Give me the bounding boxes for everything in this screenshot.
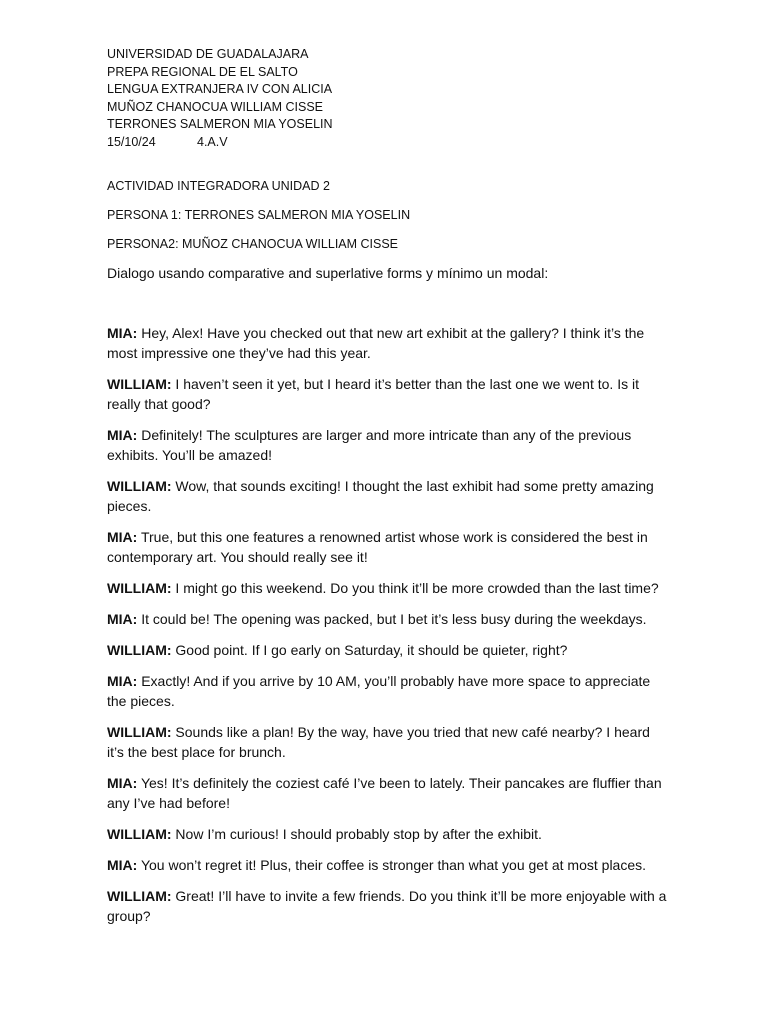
speaker: MIA:: [107, 673, 138, 689]
line-text: Yes! It’s definitely the coziest café I’ve been to lately. Their pancakes are fluffier than any I’ve had before!: [107, 775, 662, 811]
line-text: Wow, that sounds exciting! I thought the last exhibit had some pretty amazing pieces.: [107, 478, 654, 514]
dialogue-line: [107, 773, 667, 813]
line-text: I might go this weekend. Do you think it’ll be more crowded than the last time?: [171, 580, 659, 596]
speaker: WILLIAM:: [107, 826, 172, 842]
speaker: MIA:: [107, 857, 138, 873]
activity-title: ACTIVIDAD INTEGRADORA UNIDAD 2: [107, 179, 330, 193]
line-text: Great! I’ll have to invite a few friends. Do you think it’ll be more enjoyable with a group?: [107, 888, 667, 924]
line-text: Definitely! The sculptures are larger and more intricate than any of the previous exhibits. You’ll be amazed!: [107, 427, 632, 463]
speaker: WILLIAM:: [107, 580, 172, 596]
dialogue-line: [107, 824, 667, 844]
speaker: MIA:: [107, 775, 138, 791]
line-text: Sounds like a plan! By the way, have you tried that new café nearby? I heard it’s the best place for brunch.: [107, 724, 650, 760]
group: 4.A.V: [197, 134, 228, 149]
dialogue-line: [107, 671, 667, 711]
header-block: [107, 46, 667, 151]
line-text: It could be! The opening was packed, but I bet it’s less busy during the weekdays.: [137, 611, 647, 627]
line-text: True, but this one features a renowned artist whose work is considered the best in contemporary art. You should really see it!: [107, 529, 648, 565]
speaker: WILLIAM:: [107, 724, 172, 740]
speaker: MIA:: [107, 611, 138, 627]
speaker: MIA:: [107, 427, 138, 443]
speaker: WILLIAM:: [107, 376, 172, 392]
speaker: WILLIAM:: [107, 642, 172, 658]
dialogue: [107, 323, 667, 926]
line-text: Good point. If I go early on Saturday, it should be quieter, right?: [171, 642, 568, 658]
university-name: UNIVERSIDAD DE GUADALAJARA: [107, 47, 309, 61]
document-page: [107, 46, 667, 937]
line-text: Now I’m curious! I should probably stop by after the exhibit.: [171, 826, 542, 842]
speaker: WILLIAM:: [107, 478, 172, 494]
school-name: PREPA REGIONAL DE EL SALTO: [107, 64, 298, 79]
dialogue-line: [107, 476, 667, 516]
dialogue-line: [107, 886, 667, 926]
student-name-2: TERRONES SALMERON MIA YOSELIN: [107, 117, 333, 131]
dialogue-line: [107, 527, 667, 567]
line-text: Exactly! And if you arrive by 10 AM, you’ll probably have more space to appreciate the pieces.: [107, 673, 651, 709]
persona-1: PERSONA 1: TERRONES SALMERON MIA YOSELIN: [107, 208, 411, 222]
dialogue-line: [107, 425, 667, 465]
dialogue-line: [107, 640, 667, 660]
persona-2: PERSONA2: MUÑOZ CHANOCUA WILLIAM CISSE: [107, 237, 399, 251]
speaker: MIA:: [107, 325, 138, 341]
instructions: Dialogo usando comparative and superlative forms y mínimo un modal:: [107, 265, 549, 281]
dialogue-line: [107, 722, 667, 762]
dialogue-line: [107, 609, 667, 629]
course-name: LENGUA EXTRANJERA IV CON ALICIA: [107, 82, 333, 96]
line-text: I haven’t seen it yet, but I heard it’s better than the last one we went to. Is it really that good?: [107, 376, 639, 412]
line-text: You won’t regret it! Plus, their coffee is stronger than what you get at most places.: [137, 857, 647, 873]
date: 15/10/24: [107, 134, 156, 149]
dialogue-line: [107, 578, 667, 598]
date-group-row: [107, 134, 667, 152]
dialogue-line: [107, 374, 667, 414]
speaker: WILLIAM:: [107, 888, 172, 904]
student-name-1: MUÑOZ CHANOCUA WILLIAM CISSE: [107, 99, 323, 114]
dialogue-line: [107, 323, 667, 363]
dialogue-line: [107, 855, 667, 875]
line-text: Hey, Alex! Have you checked out that new art exhibit at the gallery? I think it’s the most impressive one they’ve had this year.: [107, 325, 645, 361]
speaker: MIA:: [107, 529, 138, 545]
